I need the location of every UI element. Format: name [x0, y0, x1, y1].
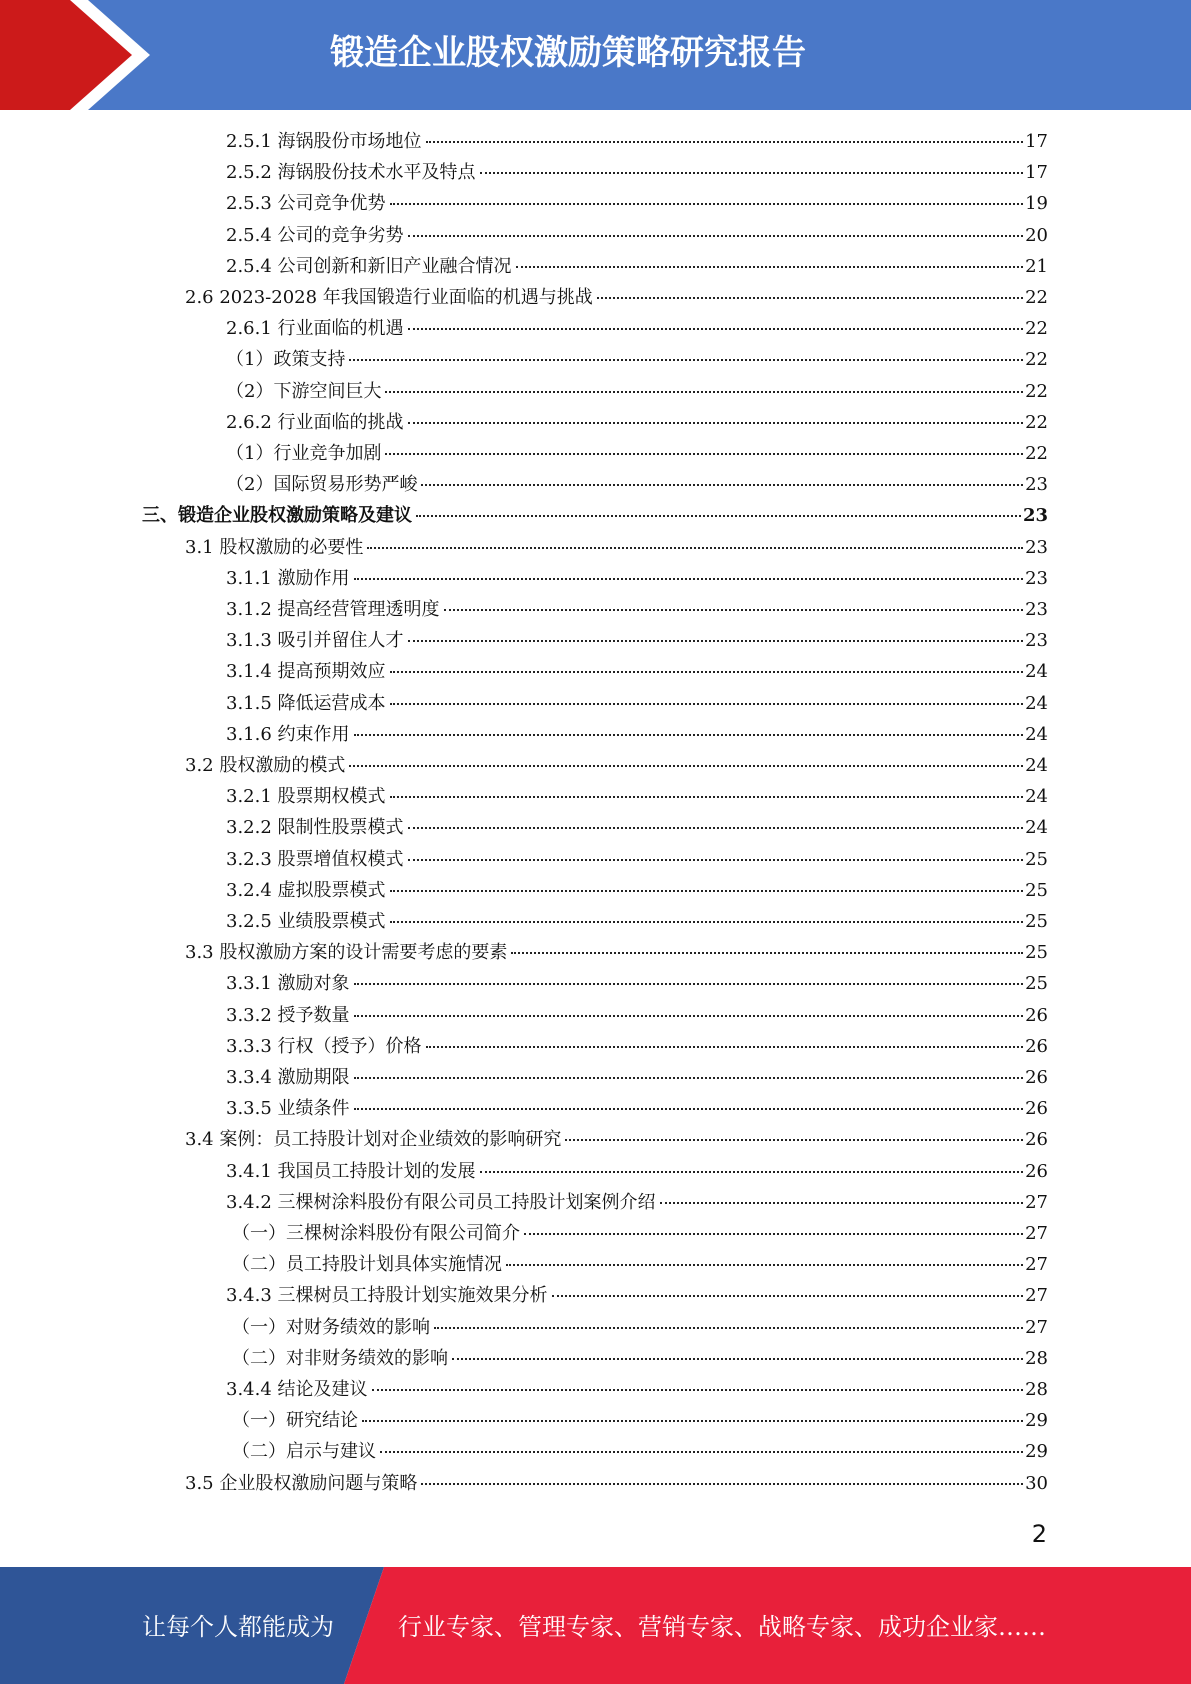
toc-leader [349, 355, 1023, 361]
toc-entry-title: 三、锻造企业股权激励策略及建议 [142, 505, 412, 527]
toc-entry-page: 21 [1025, 255, 1048, 277]
toc-entry-title: 2.5.2 海锅股份技术水平及特点 [226, 162, 476, 184]
toc-entry-page: 25 [1025, 848, 1048, 870]
toc-entry[interactable] [226, 1094, 1048, 1124]
toc-entry[interactable] [226, 252, 1048, 282]
toc-leader [385, 387, 1023, 393]
toc-leader [362, 1416, 1023, 1422]
toc-entry[interactable] [226, 657, 1048, 687]
page-number: 2 [1031, 1520, 1047, 1548]
toc-leader [390, 699, 1024, 705]
toc-entry-page: 30 [1025, 1472, 1048, 1494]
toc-leader [390, 199, 1024, 205]
toc-entry-page: 17 [1025, 162, 1048, 184]
toc-entry[interactable] [226, 127, 1048, 157]
toc-leader [349, 761, 1023, 767]
toc-leader [380, 1447, 1023, 1453]
toc-entry-title: 3.2.5 业绩股票模式 [226, 911, 386, 932]
toc-entry-title: 3.4.4 结论及建议 [226, 1379, 368, 1400]
toc-entry-title: （2）下游空间巨大 [226, 380, 382, 402]
toc-entry-page: 26 [1025, 1067, 1048, 1088]
toc-entry-page: 27 [1025, 1223, 1048, 1244]
toc-entry-title: （一）研究结论 [232, 1410, 358, 1432]
toc-entry-title: 2.5.4 公司创新和新旧产业融合情况 [226, 255, 512, 277]
toc-leader [426, 137, 1024, 143]
toc-entry-page: 22 [1025, 411, 1048, 433]
toc-entry-title: 3.3 股权激励方案的设计需要考虑的要素 [185, 942, 508, 964]
toc-leader [354, 1104, 1024, 1110]
toc-entry-title: 3.2.3 股票增值权模式 [226, 848, 404, 870]
toc-entry-page: 27 [1025, 1285, 1048, 1307]
toc-leader [354, 1011, 1024, 1017]
toc-entry-page: 20 [1025, 224, 1048, 246]
toc-entry-page: 26 [1025, 1098, 1048, 1120]
toc-entry-page: 27 [1025, 1254, 1048, 1276]
toc-entry[interactable] [226, 969, 1048, 999]
toc-entry[interactable] [226, 408, 1048, 438]
toc-entry-page: 28 [1025, 1347, 1048, 1369]
toc-entry-title: 3.3.2 授予数量 [226, 1004, 350, 1026]
toc-leader [421, 1479, 1023, 1485]
toc-entry-page: 27 [1025, 1316, 1048, 1338]
toc-entry-page: 23 [1025, 567, 1048, 589]
toc-leader [524, 1229, 1023, 1235]
toc-entry-page: 24 [1025, 786, 1048, 808]
toc-entry-page: 17 [1025, 131, 1048, 152]
toc-entry[interactable] [185, 1125, 1048, 1155]
toc-entry-title: 3.5 企业股权激励问题与策略 [185, 1472, 418, 1494]
toc-leader [408, 636, 1024, 642]
toc-leader [516, 262, 1024, 268]
toc-entry[interactable] [226, 158, 1048, 188]
toc-entry-page: 23 [1025, 474, 1048, 496]
toc-entry-title: 3.3.4 激励期限 [226, 1067, 350, 1088]
toc-entry[interactable] [232, 1344, 1048, 1374]
toc-entry-title: 2.5.4 公司的竞争劣势 [226, 224, 404, 246]
toc-entry-page: 22 [1025, 318, 1048, 340]
footer-slogan-left: 让每个人都能成为 [142, 1613, 334, 1641]
toc-entry[interactable] [226, 439, 1048, 469]
toc-entry-page: 25 [1025, 911, 1048, 932]
toc-leader [452, 1354, 1023, 1360]
toc-entry[interactable] [185, 751, 1048, 781]
toc-leader [354, 574, 1024, 580]
toc-entry-page: 22 [1025, 443, 1048, 464]
footer-slogan-right: 行业专家、管理专家、营销专家、战略专家、成功企业家…… [398, 1613, 1046, 1641]
toc-entry-title: 3.1.2 提高经营管理透明度 [226, 599, 440, 620]
toc-entry-page: 29 [1025, 1410, 1048, 1432]
toc-entry-title: （1）政策支持 [226, 349, 346, 371]
toc-leader [506, 1260, 1023, 1266]
toc-entry-title: 2.6 2023-2028 年我国锻造行业面临的机遇与挑战 [185, 287, 593, 308]
toc-leader [408, 418, 1024, 424]
toc-entry[interactable] [226, 345, 1048, 375]
toc-entry-title: 3.2.4 虚拟股票模式 [226, 879, 386, 901]
toc-leader [426, 1042, 1024, 1048]
toc-entry-title: 3.2.2 限制性股票模式 [226, 817, 404, 839]
toc-entry-title: 2.6.2 行业面临的挑战 [226, 411, 404, 433]
toc-entry-page: 24 [1025, 817, 1048, 839]
toc-entry[interactable] [185, 283, 1048, 313]
toc-entry-page: 28 [1025, 1379, 1048, 1400]
toc-leader [660, 1198, 1024, 1204]
toc-entry-title: 2.5.1 海锅股份市场地位 [226, 131, 422, 152]
toc-entry-page: 24 [1025, 692, 1048, 714]
toc-entry-page: 22 [1025, 349, 1048, 371]
toc-entry-page: 24 [1025, 723, 1048, 745]
toc-entry-page: 23 [1025, 536, 1048, 558]
toc-entry[interactable] [226, 876, 1048, 906]
toc-leader [597, 293, 1023, 299]
toc-entry-page: 24 [1025, 661, 1048, 683]
toc-entry-title: （一）对财务绩效的影响 [232, 1316, 430, 1338]
toc-entry[interactable] [226, 907, 1048, 937]
toc-entry-page: 27 [1025, 1191, 1048, 1213]
toc-leader [444, 605, 1024, 611]
toc-leader [480, 1167, 1024, 1173]
toc-entry-page: 25 [1025, 973, 1048, 995]
toc-entry[interactable] [232, 1406, 1048, 1436]
toc-entry-title: 3.3.3 行权（授予）价格 [226, 1035, 422, 1057]
toc-entry-title: 3.1.1 激励作用 [226, 567, 350, 589]
toc-entry[interactable] [232, 1437, 1048, 1467]
toc-entry[interactable] [226, 564, 1048, 594]
toc-entry-page: 24 [1025, 755, 1048, 776]
toc-entry-page: 26 [1025, 1035, 1048, 1057]
toc-entry-title: 3.1.6 约束作用 [226, 723, 350, 745]
toc-entry-title: 2.5.3 公司竞争优势 [226, 193, 386, 215]
toc-entry-page: 23 [1025, 630, 1048, 652]
toc-entry-title: （一）三棵树涂料股份有限公司简介 [232, 1223, 520, 1244]
toc-entry-title: 3.2.1 股票期权模式 [226, 786, 386, 808]
toc-entry[interactable] [226, 1188, 1048, 1218]
toc-leader [354, 979, 1024, 985]
toc-leader [408, 231, 1024, 237]
toc-entry[interactable] [232, 1313, 1048, 1343]
toc-leader [354, 1073, 1024, 1079]
toc-entry-title: （二）启示与建议 [232, 1441, 376, 1463]
toc-leader [408, 823, 1024, 829]
toc-entry[interactable] [226, 221, 1048, 251]
toc-entry-title: 3.2 股权激励的模式 [185, 755, 346, 776]
toc-entry-title: 3.1.3 吸引并留住人才 [226, 630, 404, 652]
toc-entry-page: 23 [1025, 599, 1048, 620]
toc-entry-title: 3.4.2 三棵树涂料股份有限公司员工持股计划案例介绍 [226, 1191, 656, 1213]
toc-leader [434, 1323, 1023, 1329]
toc-entry-title: 3.4.3 三棵树员工持股计划实施效果分析 [226, 1285, 548, 1307]
toc-entry[interactable] [226, 1032, 1048, 1062]
toc-entry[interactable] [226, 1063, 1048, 1093]
toc-entry[interactable] [232, 1250, 1048, 1280]
toc-entry-page: 22 [1025, 380, 1048, 402]
toc-leader [408, 324, 1024, 330]
toc-entry-title: 3.1 股权激励的必要性 [185, 536, 364, 558]
toc-entry[interactable] [226, 1281, 1048, 1311]
toc-entry-page: 26 [1025, 1160, 1048, 1182]
toc-entry-title: 3.4.1 我国员工持股计划的发展 [226, 1160, 476, 1182]
toc-entry-title: 3.3.1 激励对象 [226, 973, 350, 995]
toc-entry-page: 26 [1025, 1004, 1048, 1026]
toc-leader [480, 168, 1024, 174]
toc-entry[interactable] [226, 1157, 1048, 1187]
toc-entry-title: 3.1.4 提高预期效应 [226, 661, 386, 683]
page-header [0, 0, 1191, 110]
toc-entry-page: 22 [1025, 287, 1048, 308]
toc-leader [390, 917, 1024, 923]
toc-entry[interactable] [226, 626, 1048, 656]
toc-chapter-entry[interactable] [142, 501, 1048, 531]
toc-entry[interactable] [226, 189, 1048, 219]
toc-entry[interactable] [226, 689, 1048, 719]
toc-leader [416, 511, 1021, 517]
toc-entry[interactable] [226, 595, 1048, 625]
toc-leader [385, 449, 1023, 455]
toc-entry-page: 23 [1022, 505, 1048, 527]
toc-entry[interactable] [226, 1001, 1048, 1031]
toc-entry[interactable] [226, 845, 1048, 875]
toc-entry[interactable] [226, 470, 1048, 500]
toc-leader [552, 1291, 1024, 1297]
toc-entry[interactable] [226, 720, 1048, 750]
toc-entry-title: 2.6.1 行业面临的机遇 [226, 318, 404, 340]
toc-entry-page: 29 [1025, 1441, 1048, 1463]
document-title: 锻造企业股权激励策略研究报告 [330, 33, 806, 73]
toc-leader [408, 855, 1024, 861]
toc-entry-title: （二）对非财务绩效的影响 [232, 1347, 448, 1369]
toc-entry[interactable] [232, 1219, 1048, 1249]
toc-leader [565, 1135, 1023, 1141]
page-footer [0, 1567, 1191, 1684]
toc-entry[interactable] [185, 533, 1048, 563]
toc-leader [390, 667, 1024, 673]
toc-entry-title: （二）员工持股计划具体实施情况 [232, 1254, 502, 1276]
toc-entry[interactable] [226, 377, 1048, 407]
toc-leader [421, 480, 1023, 486]
toc-entry-page: 25 [1025, 942, 1048, 964]
toc-entry-page: 25 [1025, 879, 1048, 901]
toc-entry[interactable] [226, 1375, 1048, 1405]
toc-entry-title: 3.3.5 业绩条件 [226, 1098, 350, 1120]
toc-entry-title: 3.4 案例：员工持股计划对企业绩效的影响研究 [185, 1129, 562, 1151]
toc-entry[interactable] [185, 938, 1048, 968]
toc-leader [354, 730, 1024, 736]
toc-leader [390, 792, 1024, 798]
toc-entry[interactable] [226, 314, 1048, 344]
toc-entry[interactable] [185, 1469, 1048, 1499]
toc-leader [367, 543, 1023, 549]
toc-leader [372, 1385, 1024, 1391]
toc-entry-page: 26 [1025, 1129, 1048, 1151]
toc-entry[interactable] [226, 782, 1048, 812]
header-chevron-icon [0, 0, 160, 110]
toc-entry-title: 3.1.5 降低运营成本 [226, 692, 386, 714]
toc-entry-page: 19 [1025, 193, 1048, 215]
toc-entry[interactable] [226, 813, 1048, 843]
toc-entry-title: （1）行业竞争加剧 [226, 443, 382, 464]
toc-leader [511, 948, 1023, 954]
toc-leader [390, 886, 1024, 892]
toc-entry-title: （2）国际贸易形势严峻 [226, 474, 418, 496]
